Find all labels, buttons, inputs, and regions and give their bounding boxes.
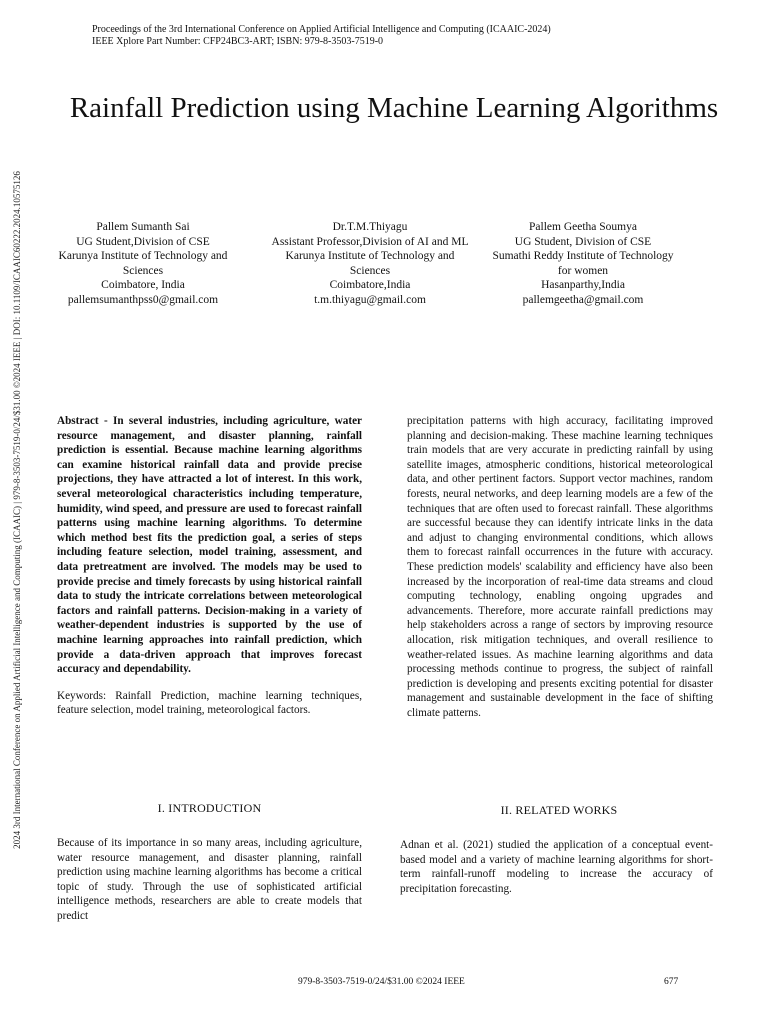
right-column-text: precipitation patterns with high accuracy, facilitating improved planning and decision-making. These machine learning techniques train models that are very accurate in predicting rainfall by using satellite images, atmospheric conditions, historical meteorological data, and other pertinent factors. Support vector machines, random forests, neural networks, and deep learning models are a few of the techniques that are often used to forecast rainfall. These algorithms are successful because they can identify intricate links in the data and adjust to changing environmental conditions, which allows them to forecast rainfall occurrences in the future with accuracy. These prediction models' scalability and efficiency have also been increased by the incorporation of real-time data streams and cloud computing technology, enabling ongoing upgrades and advancements. Therefore, more accurate rainfall predictions may help stakeholders across a range of sectors by improving resource allocation, risk mitigation techniques, and overall resilience to weather-related issues. As machine learning algorithms and data processing methods continue to progress, the subject of rainfall prediction is developing and presents exciting potential for disaster management and sustainable development in the face of shifting climate patterns. — [407, 415, 713, 719]
side-doi-note: 2024 3rd International Conference on Applied Artificial Intelligence and Computing (ICAAIC) | 979-8-3503-7519-0/24/$31.00 ©2024 IEEE | DOI: 10.1109/ICAAIC60222.2024.10575126 — [12, 171, 22, 849]
introduction-text: Because of its importance in so many areas, including agriculture, water resource management, and disaster planning, rainfall prediction using machine learning algorithms has become a critical topic of study. Through the use of sophisticated artificial intelligence methods, researchers are able to create models that predict — [57, 837, 362, 922]
right-column — [407, 414, 713, 720]
author-email[interactable]: pallemsumanthpss0@gmail.com — [67, 293, 219, 306]
author-name: Dr.T.M.Thiyagu — [332, 221, 408, 233]
author-role: UG Student, Division of CSE — [514, 235, 652, 248]
header-line-2: IEEE Xplore Part Number: CFP24BC3-ART; ISBN: 979-8-3503-7519-0 — [92, 36, 384, 47]
author-block-3 — [490, 220, 676, 308]
keywords-text: Keywords: Rainfall Prediction, machine learning techniques, feature selection, model training, meteorological factors. — [57, 689, 362, 717]
footer-copyright: 979-8-3503-7519-0/24/$31.00 ©2024 IEEE — [298, 977, 465, 987]
introduction-section — [57, 836, 362, 924]
abstract-text: Abstract - In several industries, including agriculture, water resource management, and disaster planning, rainfall prediction is essential. Because machine learning algorithms can examine historical rainfall data and provide precise projections, they have attracted a lot of interest. In this work, several meteorological characteristics including temperature, humidity, wind speed, and pressure are used to forecast rainfall patterns using machine learning algorithms. To determine which method best fits the prediction goal, a series of steps including feature selection, model training, assessment, and data pretreatment are involved. The models may be used to provide precise and timely forecasts by using historical rainfall data to study the intricate correlations between meteorological factors and rainfall patterns. Decision-making in a variety of weather-dependent industries is supported by the use of machine learning approaches into rainfall prediction, which provide a data-driven approach that improves forecast accuracy and dependability. — [57, 415, 362, 676]
page-number: 677 — [664, 977, 679, 987]
author-institution: Karunya Institute of Technology and Sciences — [58, 250, 228, 277]
author-block-1 — [43, 220, 243, 308]
paper-title: Rainfall Prediction using Machine Learning Algorithms — [69, 92, 719, 124]
related-works-heading: II. RELATED WORKS — [500, 803, 618, 817]
author-location: Hasanparthy,India — [541, 279, 625, 292]
proceedings-header — [92, 24, 551, 48]
author-role: Assistant Professor,Division of AI and ML — [271, 235, 469, 248]
header-line-1: Proceedings of the 3rd International Conference on Applied Artificial Intelligence and Computing (ICAAIC-2024) — [92, 24, 551, 35]
author-institution: Sumathi Reddy Institute of Technology for women — [492, 250, 674, 277]
author-block-2 — [269, 220, 471, 308]
author-name: Pallem Geetha Soumya — [529, 221, 637, 233]
author-email[interactable]: pallemgeetha@gmail.com — [522, 293, 644, 306]
author-name: Pallem Sumanth Sai — [96, 221, 190, 233]
author-email[interactable]: t.m.thiyagu@gmail.com — [314, 293, 426, 306]
left-column — [57, 414, 362, 718]
introduction-heading: I. INTRODUCTION — [157, 801, 262, 815]
author-institution: Karunya Institute of Technology and Sciences — [285, 250, 455, 277]
author-location: Coimbatore, India — [101, 279, 185, 292]
related-works-section — [400, 838, 713, 896]
author-location: Coimbatore,India — [329, 279, 411, 292]
related-works-text: Adnan et al. (2021) studied the application of a conceptual event-based model and a variety of machine learning algorithms for short-term rainfall-runoff modeling to increase the accuracy of precipitation forecasting. — [400, 839, 713, 895]
author-role: UG Student,Division of CSE — [76, 235, 210, 248]
